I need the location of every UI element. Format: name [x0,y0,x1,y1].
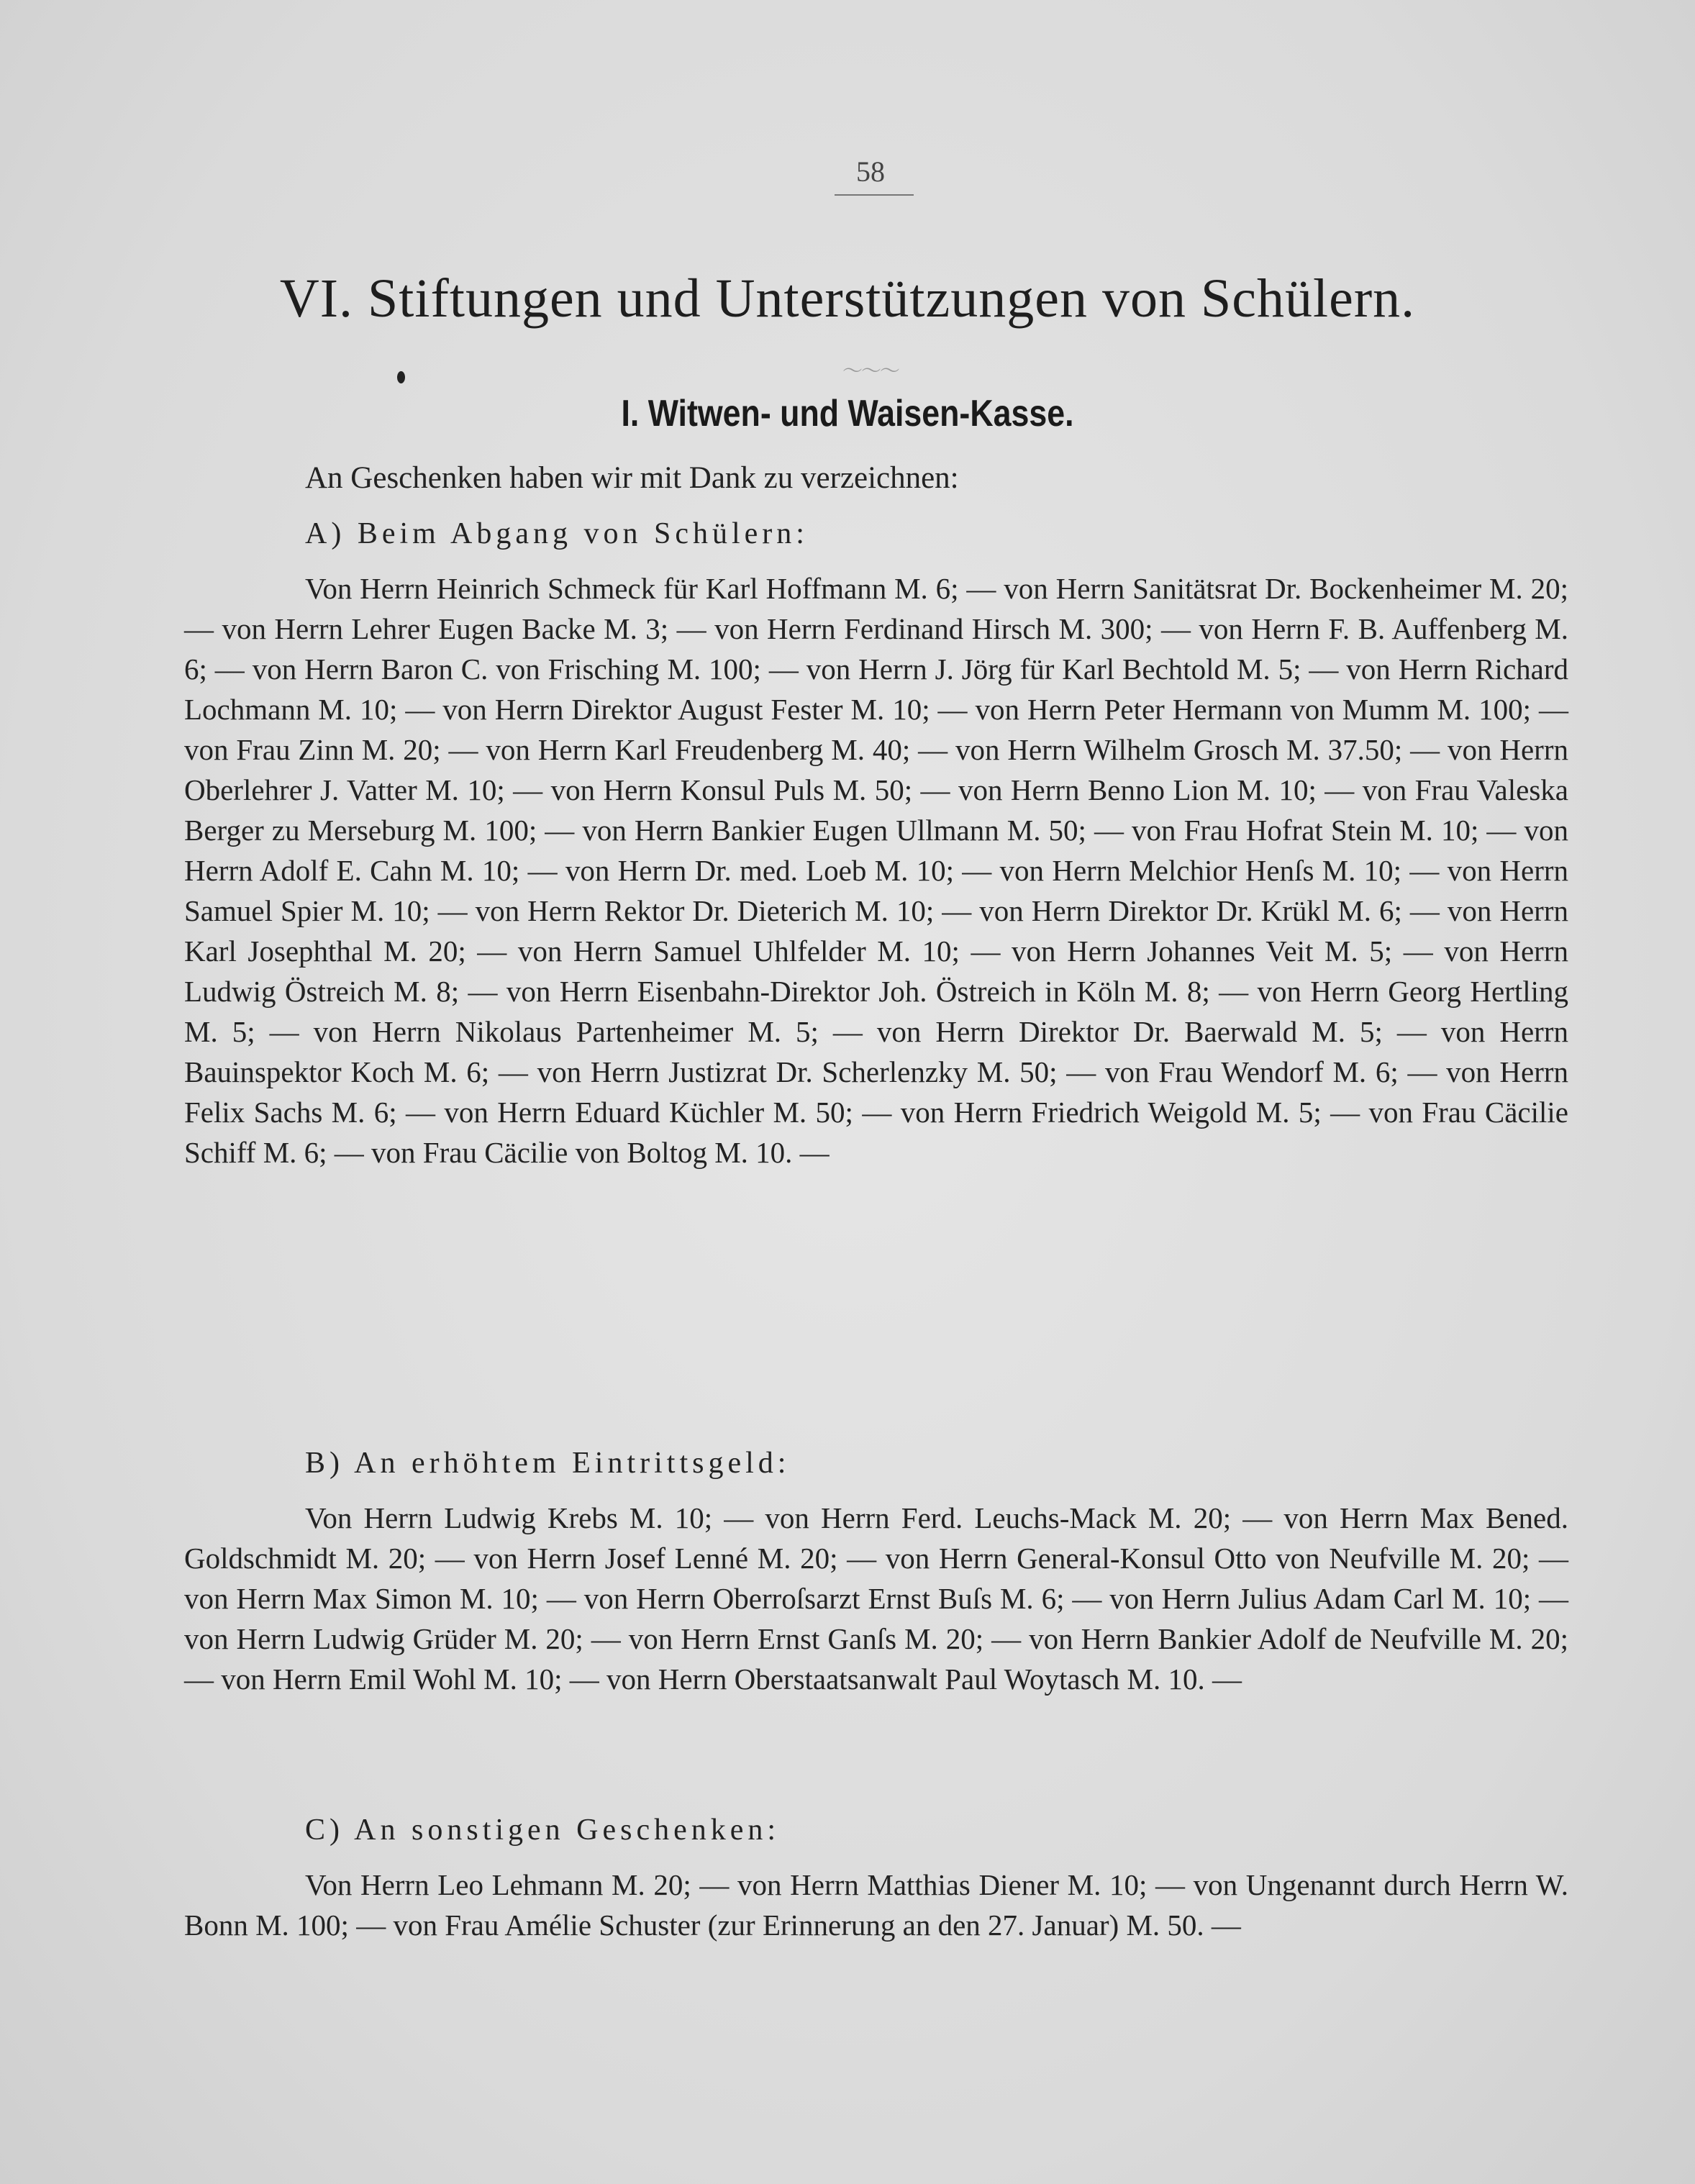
section-c-label: C) An sonstigen Geschenken: [305,1814,781,1847]
section-heading: I. Witwen- und Waisen-Kasse. [621,393,1074,434]
section-c-text: Von Herrn Leo Lehmann M. 20; — von Herrn Matthias Diener M. 10; — von Ungenannt durch Herrn W. Bonn M. 100; — von Frau Amélie Schuster (zur Erinnerung an den 27. Januar) M. 50. — [184,1868,1568,1942]
section-a-entries [184,568,1568,1173]
section-b-text: Von Herrn Ludwig Krebs M. 10; — von Herrn Ferd. Leuchs-Mack M. 20; — von Herrn Max Bened. Goldschmidt M. 20; — von Herrn Josef Lenné M. 20; — von Herrn General-Konsul Otto von Neufville M. 20; — von Herrn Max Simon M. 10; — von Herrn Oberroſsarzt Ernst Buſs M. 6; — von Herrn Julius Adam Carl M. 10; — von Herrn Ludwig Grüder M. 20; — von Herrn Ernst Ganſs M. 20; — von Herrn Bankier Adolf de Neufville M. 20; — von Herrn Emil Wohl M. 10; — von Herrn Oberstaatsanwalt Paul Woytasch M. 10. — [184,1501,1568,1696]
section-b-entries [184,1498,1568,1699]
intro-line: An Geschenken haben wir mit Dank zu verzeichnen: [305,461,959,495]
section-c-entries [184,1865,1568,1945]
section-a-text: Von Herrn Heinrich Schmeck für Karl Hoffmann M. 6; — von Herrn Sanitätsrat Dr. Bockenheimer M. 20; — von Herrn Lehrer Eugen Backe M. 3; — von Herrn Ferdinand Hirsch M. 300; — von Herrn F. B. Auffenberg M. 6; — von Herrn Baron C. von Frisching M. 100; — von Herrn J. Jörg für Karl Bechtold M. 5; — von Herrn Richard Lochmann M. 10; — von Herrn Direktor August Fester M. 10; — von Herrn Peter Hermann von Mumm M. 100; — von Frau Zinn M. 20; — von Herrn Karl Freudenberg M. 40; — von Herrn Wilhelm Grosch M. 37.50; — von Herrn Oberlehrer J. Vatter M. 10; — von Herrn Konsul Puls M. 50; — von Herrn Benno Lion M. 10; — von Frau Valeska Berger zu Merseburg M. 100; — von Herrn Bankier Eugen Ullmann M. 50; — von Frau Hofrat Stein M. 10; — von Herrn Adolf E. Cahn M. 10; — von Herrn Dr. med. Loeb M. 10; — von Herrn Melchior Henſs M. 10; — von Herrn Samuel Spier M. 10; — von Herrn Rektor Dr. Dieterich M. 10; — von Herrn Direktor Dr. Krükl M. 6; — von Herrn Karl Josephthal M. 20; — von Herrn Samuel Uhlfelder M. 10; — von Herrn Johannes Veit M. 5; — von Herrn Ludwig Östreich M. 8; — von Herrn Eisenbahn-Direktor Joh. Östreich in Köln M. 8; — von Herrn Georg Hertling M. 5; — von Herrn Nikolaus Partenheimer M. 5; — von Herrn Direktor Dr. Baerwald M. 5; — von Herrn Bauinspektor Koch M. 6; — von Herrn Justizrat Dr. Scherlenzky M. 50; — von Frau Wendorf M. 6; — von Herrn Felix Sachs M. 6; — von Herrn Eduard Küchler M. 50; — von Herrn Friedrich Weigold M. 5; — von Frau Cäcilie Schiff M. 6; — von Frau Cäcilie von Boltog M. 10. — [184,572,1568,1169]
page-number: 58 [856,155,885,188]
section-a-label: A) Beim Abgang von Schülern: [305,517,809,550]
chapter-title: VI. Stiftungen und Unterstützungen von Schülern. [279,268,1416,329]
section-b-label: B) An erhöhtem Eintrittsgeld: [305,1447,791,1480]
title-ornament: 〜〜〜 [842,360,899,383]
ink-dot [397,371,405,383]
page-number-rule [835,194,914,196]
